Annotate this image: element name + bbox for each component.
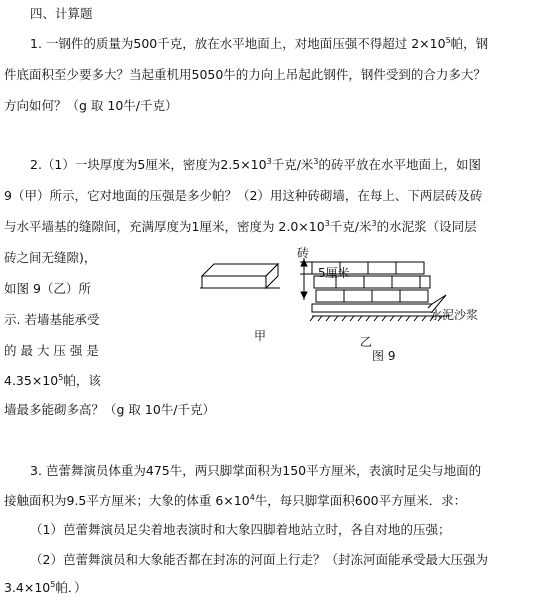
q3-line4: （2）芭蕾舞演员和大象能否都在封冻的河面上行走？（封冻河面能承受最大压强为 xyxy=(30,552,488,567)
brick-jia xyxy=(202,264,278,288)
q3-line5: $3.4\times 10^5$帕．） xyxy=(4,580,87,595)
figure-label-mortar: 水泥沙浆 xyxy=(430,308,479,322)
q3-line2: 接触面积为9.5平方厘米；大象的体重 $6\times 10^4$牛，每只脚掌面积600平方厘米．求： xyxy=(4,493,467,508)
q2-line9: 墙最多能砌多高？（g 取 10牛/千克） xyxy=(4,402,215,417)
figure-caption: 图 9 xyxy=(372,349,396,363)
figure-label-brick: 砖 xyxy=(297,246,310,260)
q2-line1: 2.（1）一块厚度为5厘米，密度为$2.5\times 10^3$千克/米$^3$的砖平放在水平地面上，如图 xyxy=(30,157,482,172)
q2-line8: $4.35\times 10^5$帕，该 xyxy=(4,373,101,388)
q2-line7: 的 最 大 压 强 是 xyxy=(4,343,99,358)
q3-line1: 3. 芭蕾舞演员体重为475牛，两只脚掌面积为150平方厘米，表演时足尖与地面的 xyxy=(30,463,482,478)
figure-label-thickness: 5厘米 xyxy=(318,266,350,280)
ground-yi xyxy=(310,316,450,321)
section-title: 四、计算题 xyxy=(30,6,93,21)
q1-line3: 方向如何？（g 取 10牛/千克） xyxy=(4,98,178,113)
q1-line2: 件底面积至少要多大？当起重机用5050牛的力向上吊起此钢件，钢件受到的合力多大？ xyxy=(4,67,486,82)
q2-line3: 与水平墙基的缝隙间，充满厚度为1厘米，密度为 $2.0\times 10^3$千克/米$^3$的水泥浆（设同层 xyxy=(4,219,477,234)
q1-line1: 1. 一钢件的质量为500千克，放在水平地面上，对地面压强不得超过 $2\times 10^5$帕，钢 xyxy=(30,36,489,51)
figure-label-yi: 乙 xyxy=(360,335,373,349)
q2-line6: 示. 若墙基能承受 xyxy=(4,312,100,327)
q2-line2: 9（甲）所示，它对地面的压强是多少帕？（2）用这种砖砌墙，在每上、下两层砖及砖 xyxy=(4,188,483,203)
q2-line5: 如图 9（乙）所 xyxy=(4,281,91,296)
figure-label-jia: 甲 xyxy=(254,329,267,343)
q2-line4: 砖之间无缝隙)， xyxy=(4,250,97,265)
q3-line3: （1）芭蕾舞演员足尖着地表演时和大象四脚着地站立时，各自对地的压强； xyxy=(30,522,451,537)
thickness-arrow xyxy=(300,258,312,300)
